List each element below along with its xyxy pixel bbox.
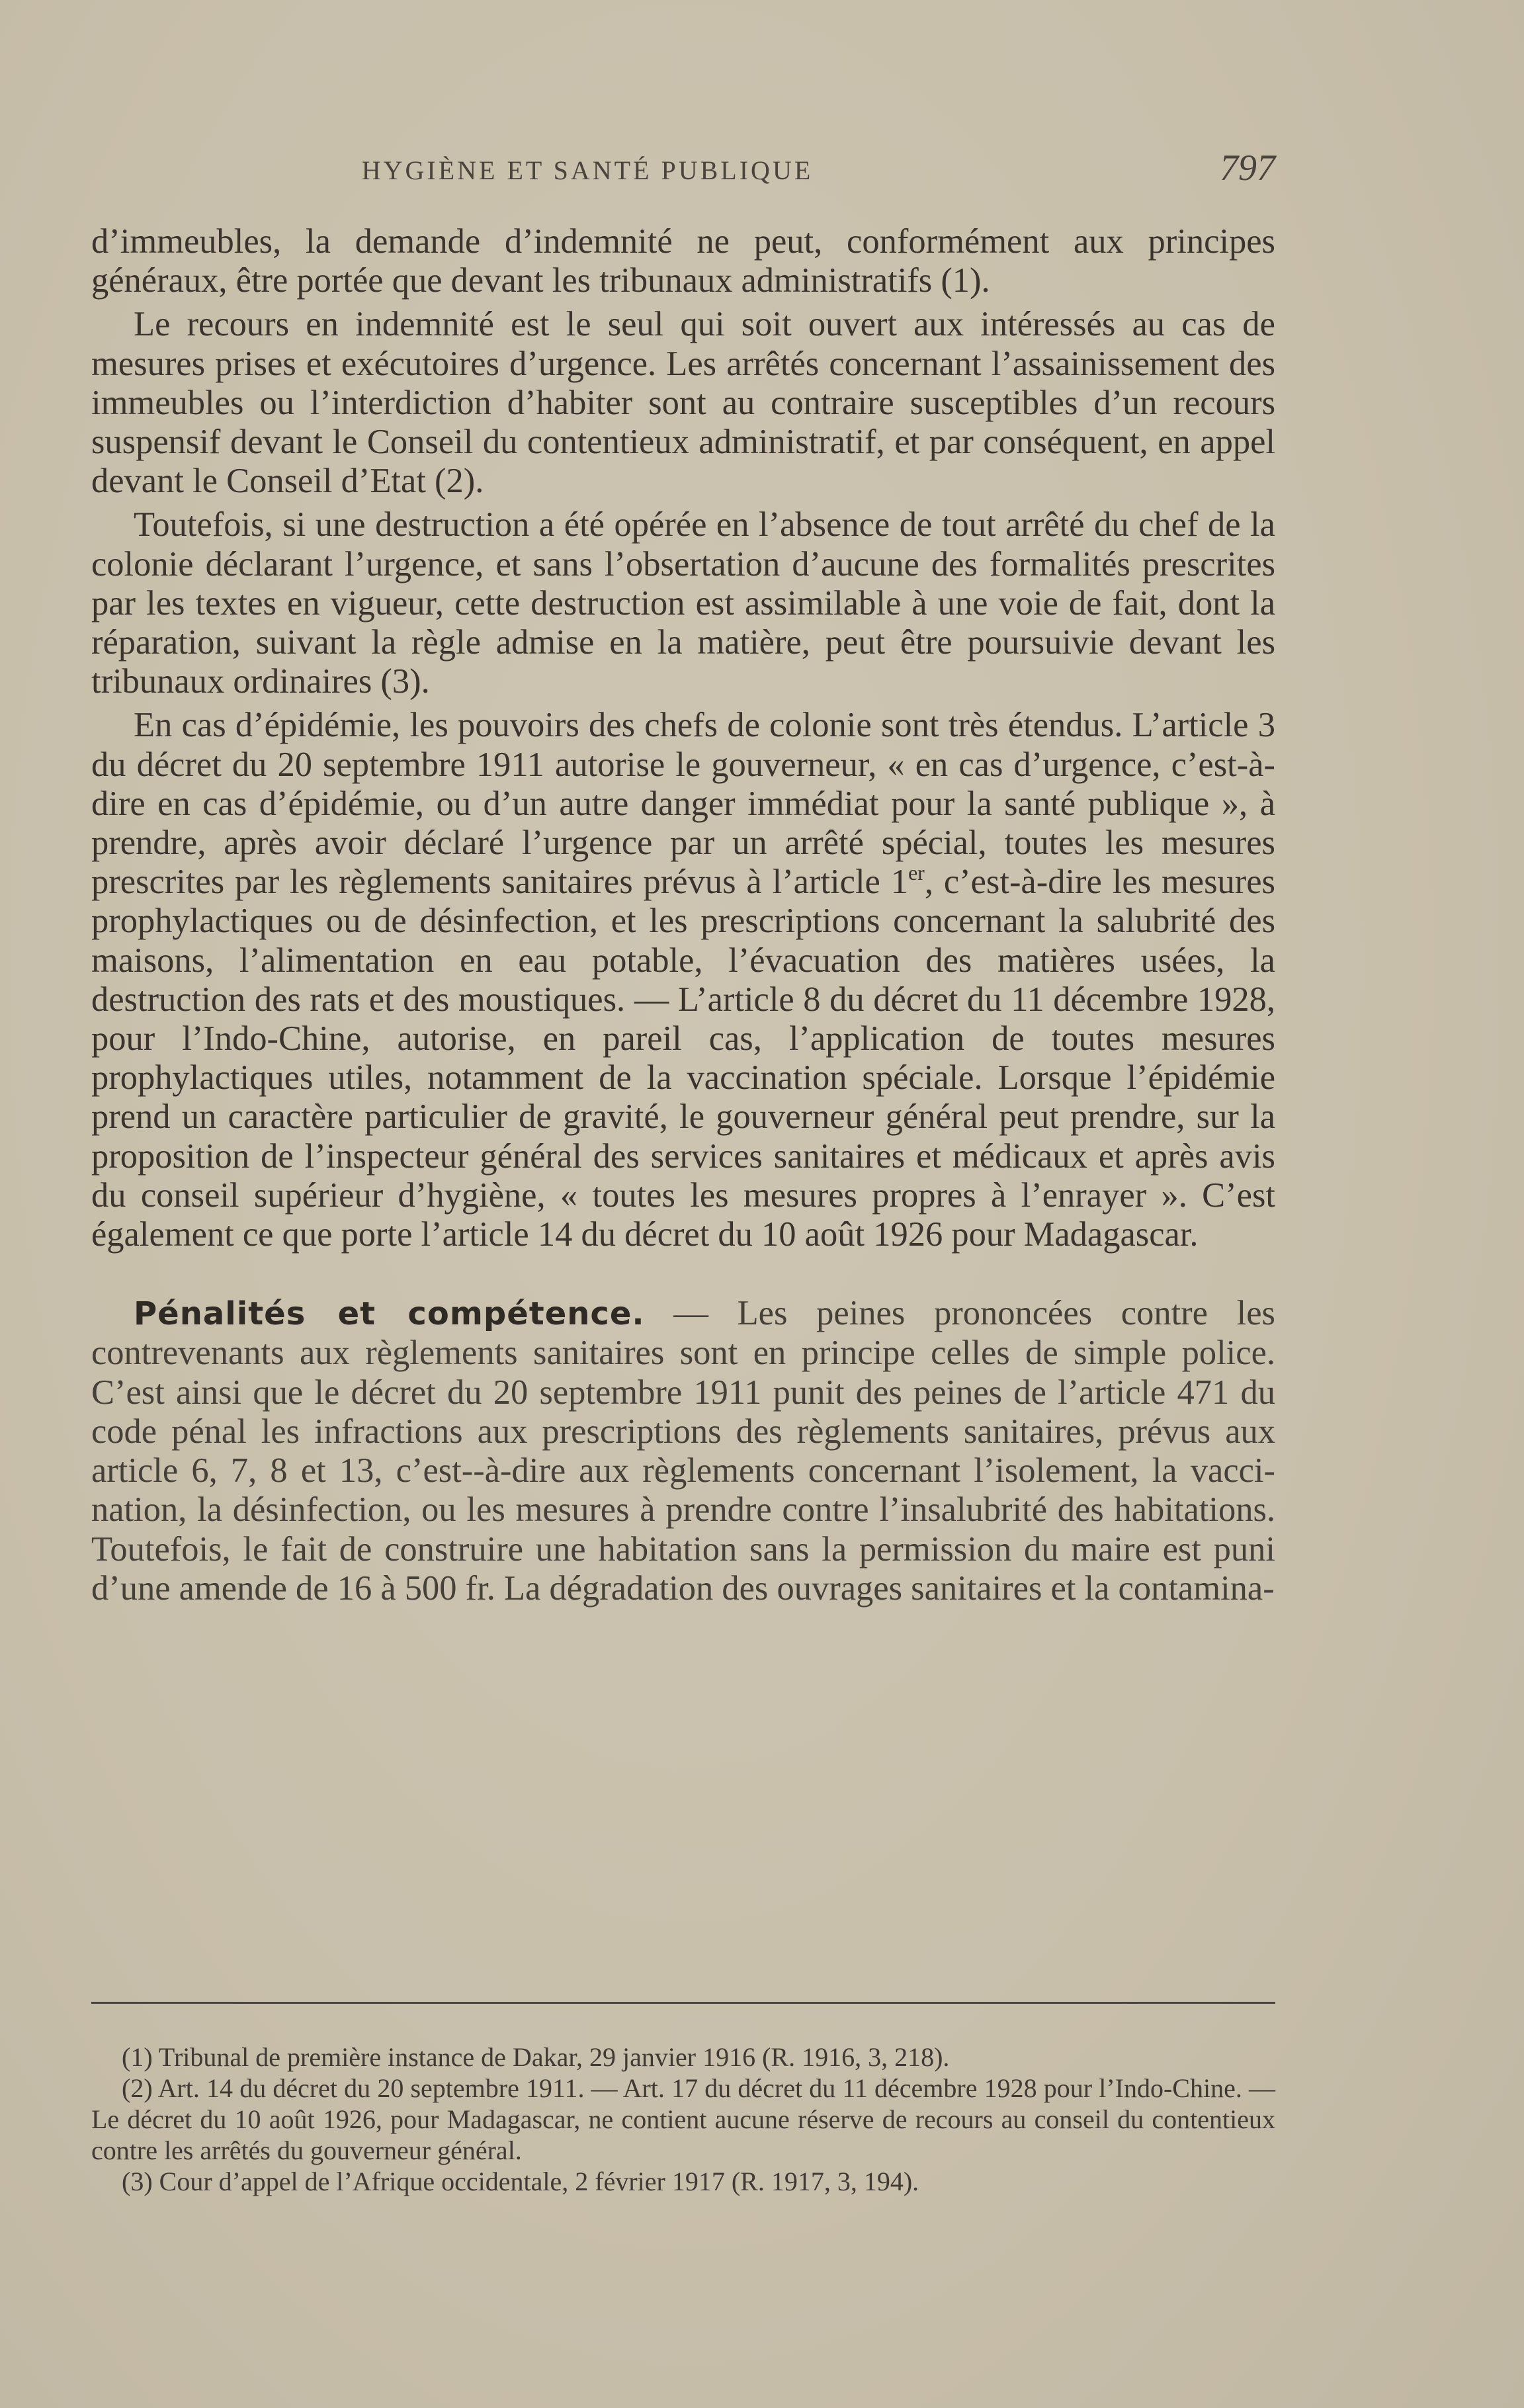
footnote-separator [91,2002,1275,2004]
footnote-2: (2) Art. 14 du décret du 20 septembre 1911. — Art. 17 du décret du 11 décembre 1928 pour l’Indo-Chine. — Le décret du 10 août 1926, pour Madagascar, ne contient aucune réserve de recours au conseil du contentieux contre les arrêtés du gouverneur général. [91,2073,1275,2165]
page-header [91,147,1275,193]
section-text: — Les peines prononcées contre les contrevenants aux règlements sanitaires sont en principe celles de simple police. C’est ainsi que le décret du 20 septembre 1911 punit des peines de l’article 471 du code pénal les infractions aux prescriptions des règlements sanitaires, prévus aux article 6, 7, 8 et 13, c’est--à-dire aux règlements concernant l’isolement, la vaccination, la désinfection, ou les mesures à prendre contre l’insalubrité des habitations. Toutefois, le fait de construire une habitation sans la permission du maire est puni d’une amende de 16 à 500 fr. La dégradation des ouvrages sanitaires et la contamina- [91,1294,1275,1608]
page-number: 797 [1220,148,1275,189]
section-penalites [91,1294,1275,1608]
footnote-3: (3) Cour d’appel de l’Afrique occidentale, 2 février 1917 (R. 1917, 3, 194). [122,2167,919,2196]
paragraph-destruction: Toutefois, si une destruction a été opérée en l’absence de tout arrêté du chef de la colonie déclarant l’urgence, et sans l’obsertation d’aucune des formalités prescrites par les textes en vigueur, cette destruction est assimilable à une voie de fait, dont la réparation, suivant la règle admise en la matière, peut être poursuivie devant les tribunaux ordinaires (3). [91,505,1275,701]
paragraph-epidemie [91,706,1275,1254]
footnotes [91,2042,1275,2197]
paragraph-epidemie-text-end: , c’est-à-dire les mesures prophylactiques ou de désinfection, et les prescriptions concernant la salubrité des maisons, l’alimentation en eau potable, l’évacuation des matières usées, la destruction des rats et des moustiques. — L’article 8 du décret du 11 décembre 1928, pour l’Indo-Chine, autorise, en pareil cas, l’application de toutes mesures prophylactiques utiles, notamment de la vaccination spéciale. Lorsque l’épidémie prend un caractère particulier de gravité, le gouverneur général peut prendre, sur la proposition de l’inspecteur général des services sanitaires et médicaux et après avis du conseil supérieur d’hygiène, « toutes les mesures propres à l’enrayer ». C’est également ce que porte l’article 14 du décret du 10 août 1926 pour Madagascar. [91,863,1275,1254]
body-text [91,222,1275,1613]
section-heading: Pénalités et compétence. [134,1295,645,1333]
running-title: HYGIÈNE ET SANTÉ PUBLIQUE [361,155,814,185]
footnote-1: (1) Tribunal de première instance de Dakar, 29 janvier 1916 (R. 1916, 3, 218). [122,2042,950,2072]
paragraph-epidemie-text-start: En cas d’épidémie, les pouvoirs des chefs de colonie sont très étendus. L’article 3 du décret du 20 septembre 1911 autorise le gouverneur, « en cas d’urgence, c’est-à-dire en cas d’épidémie, ou d’un autre danger immédiat pour la santé publique », à prendre, après avoir déclaré l’urgence par un arrêté spécial, toutes les mesures prescrites par les règlements sanitaires prévus à l’article 1 [91,706,1275,902]
ordinal-superscript: er [908,861,925,885]
paragraph-continuation: d’immeubles, la demande d’indemnité ne peut, conformément aux principes généraux, être portée que devant les tribunaux administratifs (1). [91,222,1275,300]
paragraph-recours: Le recours en indemnité est le seul qui soit ouvert aux intéressés au cas de mesures prises et exécutoires d’urgence. Les arrêtés concernant l’assainissement des immeubles ou l’interdiction d’habiter sont au contraire susceptibles d’un recours suspensif devant le Conseil du contentieux administratif, et par conséquent, en appel devant le Conseil d’Etat (2). [91,305,1275,501]
